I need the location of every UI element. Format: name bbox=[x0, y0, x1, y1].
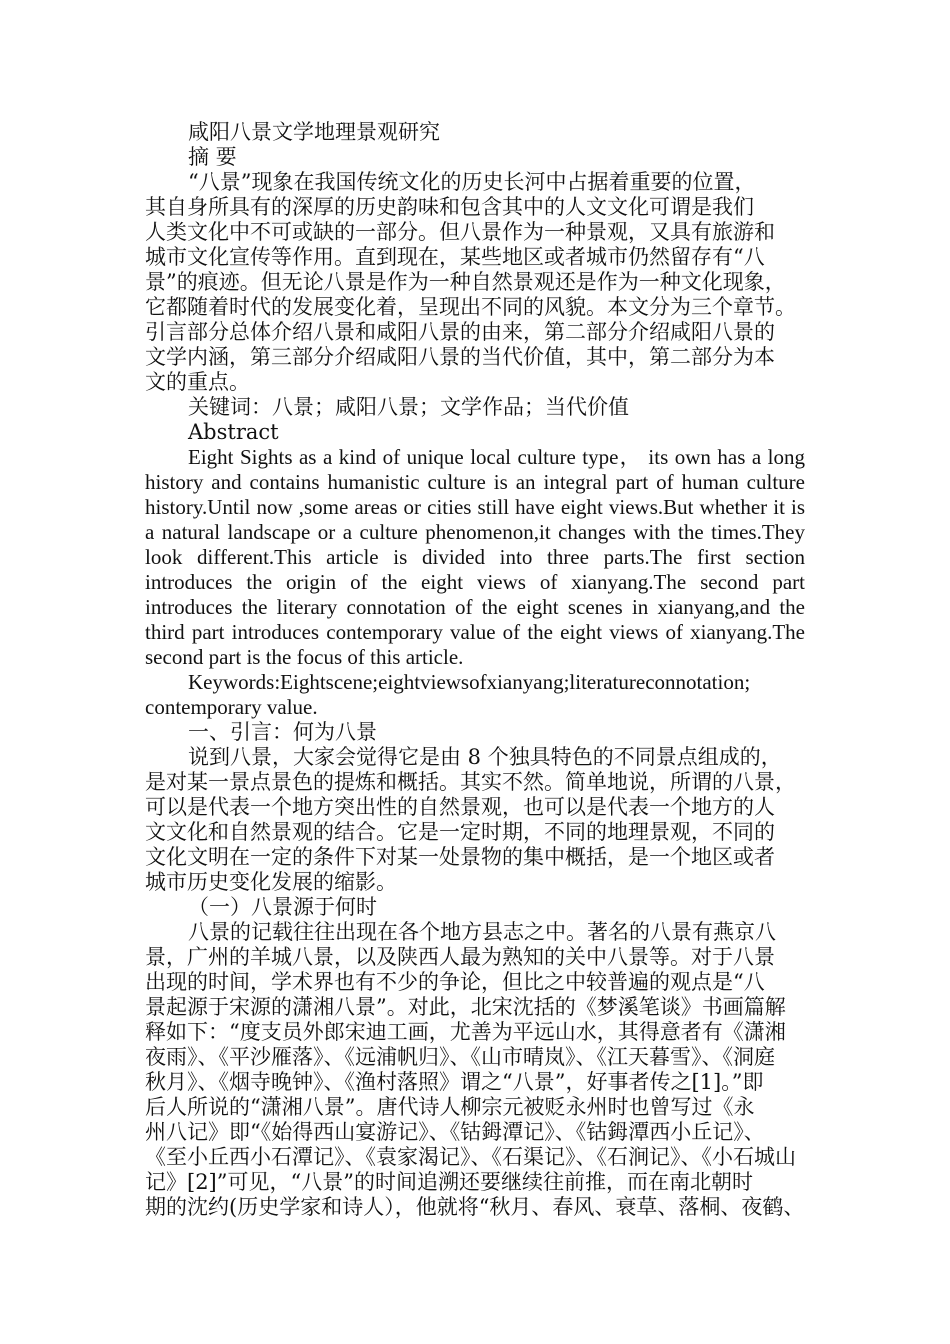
text-line: “八景”现象在我国传统文化的历史长河中占据着重要的位置， bbox=[188, 170, 756, 194]
text-line: 后人所说的“潇湘八景”。唐代诗人柳宗元被贬永州时也曾写过《永 bbox=[145, 1095, 755, 1119]
text-line: 是对某一景点景色的提炼和概括。其实不然。简单地说，所谓的八景， bbox=[145, 770, 796, 794]
text-line: 文的重点。 bbox=[145, 370, 250, 394]
text-line: 八景的记载往往出现在各个地方县志之中。著名的八景有燕京八 bbox=[188, 920, 776, 944]
text-line: 文学内涵，第三部分介绍咸阳八景的当代价值，其中，第二部分为本 bbox=[145, 345, 775, 369]
subsection-heading: （一）八景源于何时 bbox=[188, 895, 377, 919]
keywords-cn: 关键词：八景；咸阳八景；文学作品；当代价值 bbox=[188, 395, 629, 419]
section-heading: 一、引言：何为八景 bbox=[188, 720, 377, 744]
abstract-en-text: Eight Sights as a kind of unique local culture type， its own has a long history and contains humanistic culture is an integral part of human culture history.Until now ,some areas or cities still have eight views.But whether it is a natural landscape or a culture phenomenon,it changes with the times.They look different.This article is divided into three parts.The first section introduces the origin of the eight views of xianyang.The second part introduces the literary connotation of the eight scenes in xianyang,and the third part introduces contemporary value of the eight views of xianyang.The second part is the focus of this article. bbox=[145, 445, 805, 669]
abstract-cn-heading: 摘 要 bbox=[188, 145, 237, 169]
text-line: 夜雨》、《平沙雁落》、《远浦帆归》、《山市晴岚》、《江天暮雪》、《洞庭 bbox=[145, 1045, 775, 1069]
abstract-en-heading: Abstract bbox=[188, 420, 279, 444]
abstract-en-paragraph bbox=[145, 445, 805, 720]
text-line: 释如下：“度支员外郎宋迪工画，尤善为平远山水，其得意者有《潇湘 bbox=[145, 1020, 786, 1044]
text-line: 文化文明在一定的条件下对某一处景物的集中概括，是一个地区或者 bbox=[145, 845, 775, 869]
section1-paragraph bbox=[145, 745, 805, 895]
text-line: 《至小丘西小石潭记》、《袁家渴记》、《石渠记》、《石涧记》、《小石城山 bbox=[145, 1145, 796, 1169]
text-line: 城市文化宣传等作用。直到现在，某些地区或者城市仍然留存有“八 bbox=[145, 245, 765, 269]
text-line: 人类文化中不可或缺的一部分。但八景作为一种景观，又具有旅游和 bbox=[145, 220, 775, 244]
text-line: 景”的痕迹。但无论八景是作为一种自然景观还是作为一种文化现象， bbox=[145, 270, 786, 294]
keywords-en: Keywords:Eightscene;eightviewsofxianyang;literatureconnotation; contemporary value. bbox=[145, 670, 751, 719]
text-line: 它都随着时代的发展变化着，呈现出不同的风貌。本文分为三个章节。 bbox=[145, 295, 796, 319]
document-page bbox=[145, 120, 805, 1220]
text-line: 引言部分总体介绍八景和咸阳八景的由来，第二部分介绍咸阳八景的 bbox=[145, 320, 775, 344]
text-line: 出现的时间，学术界也有不少的争论，但比之中较普遍的观点是“八 bbox=[145, 970, 765, 994]
text-line: 秋月》、《烟寺晚钟》、《渔村落照》谓之“八景”，好事者传之[1]。”即 bbox=[145, 1070, 764, 1094]
document-title: 咸阳八景文学地理景观研究 bbox=[188, 120, 440, 144]
text-line: 其自身所具有的深厚的历史韵味和包含其中的人文文化可谓是我们 bbox=[145, 195, 754, 219]
text-line: 说到八景，大家会觉得它是由 8 个独具特色的不同景点组成的， bbox=[188, 745, 782, 769]
text-line: 景起源于宋源的潇湘八景”。对此，北宋沈括的《梦溪笔谈》书画篇解 bbox=[145, 995, 786, 1019]
abstract-cn-paragraph bbox=[145, 170, 805, 395]
text-line: 州八记》即“《始得西山宴游记》、《钴鉧潭记》、《钴鉧潭西小丘记》、 bbox=[145, 1120, 765, 1144]
text-line: 景，广州的羊城八景，以及陕西人最为熟知的关中八景等。对于八景 bbox=[145, 945, 775, 969]
text-line: 期的沈约(历史学家和诗人），他就将“秋月、春风、衰草、落桐、夜鹤、 bbox=[145, 1195, 805, 1219]
text-line: 城市历史变化发展的缩影。 bbox=[145, 870, 397, 894]
subsection1-paragraph bbox=[145, 920, 805, 1220]
text-line: 可以是代表一个地方突出性的自然景观，也可以是代表一个地方的人 bbox=[145, 795, 775, 819]
text-line: 记》[2]”可见，“八景”的时间追溯还要继续往前推，而在南北朝时 bbox=[145, 1170, 753, 1194]
text-line: 文文化和自然景观的结合。它是一定时期，不同的地理景观，不同的 bbox=[145, 820, 775, 844]
